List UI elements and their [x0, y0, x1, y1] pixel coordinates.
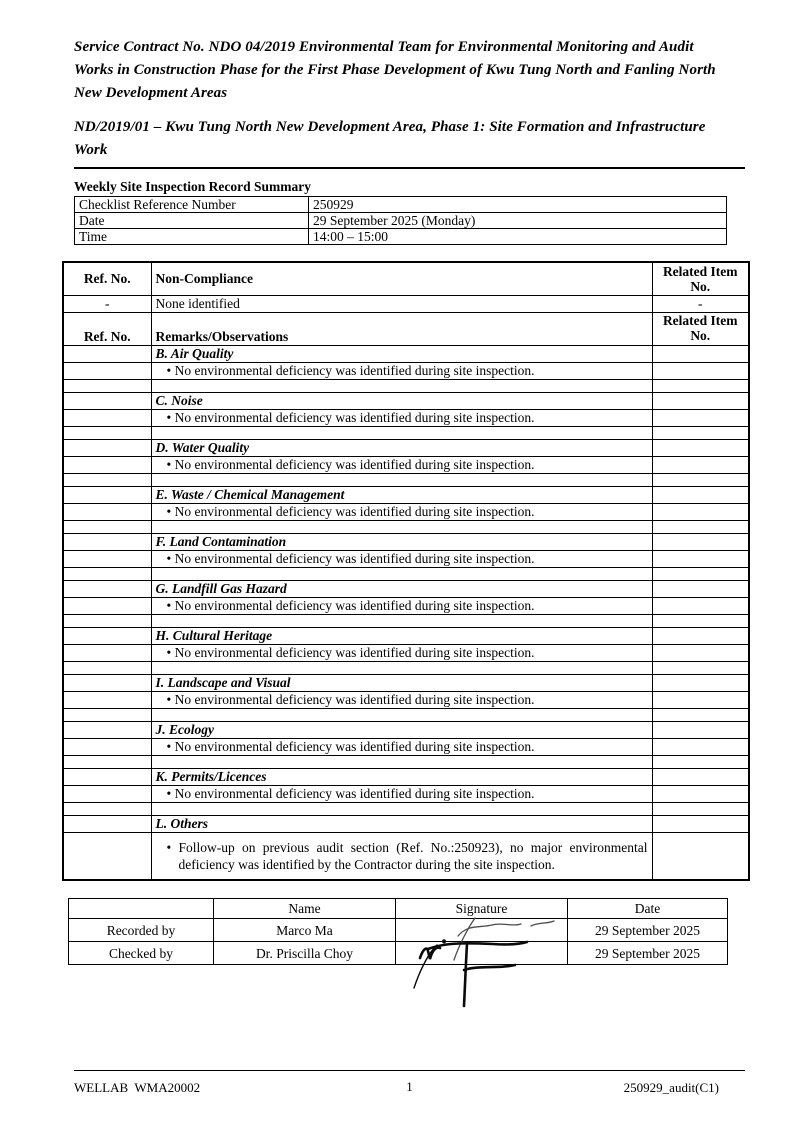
- observation-row: [63, 550, 749, 567]
- section-title: E. Waste / Chemical Management: [151, 486, 652, 503]
- section-title-row: [63, 345, 749, 362]
- spacer-row: [63, 520, 749, 533]
- ref-no-cell: [63, 597, 151, 614]
- section-title: D. Water Quality: [151, 439, 652, 456]
- observation-text: • No environmental deficiency was identified during site inspection.: [156, 551, 648, 567]
- ref-no-cell: [63, 473, 151, 486]
- summary-row: [75, 213, 727, 229]
- section-title: L. Others: [151, 815, 652, 832]
- ref-no-header: Ref. No.: [63, 262, 151, 295]
- section-title-row: [63, 768, 749, 785]
- date-cell: 29 September 2025: [568, 919, 728, 942]
- spacer-row: [63, 614, 749, 627]
- signoff-section: [68, 898, 727, 965]
- ref-no-cell: [63, 755, 151, 768]
- observation-row: [63, 409, 749, 426]
- observation-cell: [151, 550, 652, 567]
- observation-row: [63, 738, 749, 755]
- related-item-cell: [652, 755, 749, 768]
- observation-text: • No environmental deficiency was identified during site inspection.: [156, 363, 648, 379]
- related-item-cell: [652, 439, 749, 456]
- header-rule: [74, 167, 745, 169]
- ref-no-cell: [63, 708, 151, 721]
- spacer-cell: [151, 802, 652, 815]
- ref-no-cell: [63, 768, 151, 785]
- observation-row: [63, 597, 749, 614]
- summary-value: 29 September 2025 (Monday): [309, 213, 727, 229]
- related-item-cell: [652, 533, 749, 550]
- footer-page-number: 1: [406, 1079, 413, 1094]
- related-item-cell: [652, 721, 749, 738]
- related-item-cell: [652, 550, 749, 567]
- related-item-cell: [652, 802, 749, 815]
- ref-no-cell: [63, 738, 151, 755]
- non-compliance-header: Non-Compliance: [151, 262, 652, 295]
- spacer-cell: [151, 614, 652, 627]
- observation-row: [63, 362, 749, 379]
- observation-text: • No environmental deficiency was identified during site inspection.: [156, 786, 648, 802]
- page-footer: [74, 1070, 745, 1096]
- section-title: B. Air Quality: [151, 345, 652, 362]
- related-item-cell: [652, 691, 749, 708]
- spacer-cell: [151, 567, 652, 580]
- date-header: Date: [568, 899, 728, 919]
- spacer-cell: [151, 473, 652, 486]
- section-title-row: [63, 439, 749, 456]
- summary-label: Date: [75, 213, 309, 229]
- ref-no-cell: [63, 661, 151, 674]
- footer-rule: [74, 1070, 745, 1071]
- spacer-row: [63, 755, 749, 768]
- related-item-cell: [652, 674, 749, 691]
- observation-text: • No environmental deficiency was identified during site inspection.: [156, 457, 648, 473]
- spacer-row: [63, 708, 749, 721]
- spacer-row: [63, 567, 749, 580]
- ref-no-header: Ref. No.: [63, 312, 151, 345]
- signoff-header-row: [69, 899, 728, 919]
- ref-no-cell: [63, 426, 151, 439]
- ref-no-cell: [63, 674, 151, 691]
- related-item-cell: [652, 567, 749, 580]
- related-item-cell: [652, 473, 749, 486]
- footer-file-reference: 250929_audit(C1): [623, 1080, 719, 1095]
- signature-cell: [396, 919, 568, 942]
- date-cell: 29 September 2025: [568, 942, 728, 965]
- summary-value: 250929: [309, 197, 727, 213]
- observation-cell: [151, 409, 652, 426]
- related-item-cell: [652, 627, 749, 644]
- section-title: C. Noise: [151, 392, 652, 409]
- related-item-cell: [652, 503, 749, 520]
- role-header: [69, 899, 214, 919]
- related-item-cell: [652, 379, 749, 392]
- observation-row: [63, 644, 749, 661]
- section-title: I. Landscape and Visual: [151, 674, 652, 691]
- ref-no-cell: [63, 815, 151, 832]
- related-item-cell: [652, 597, 749, 614]
- section-title-row: [63, 721, 749, 738]
- related-item-cell: [652, 815, 749, 832]
- section-title-row: [63, 815, 749, 832]
- related-item-cell: [652, 580, 749, 597]
- related-item-cell: [652, 392, 749, 409]
- section-title-row: [63, 674, 749, 691]
- ref-no-cell: [63, 627, 151, 644]
- signature-header: Signature: [396, 899, 568, 919]
- related-item-cell: [652, 614, 749, 627]
- ref-no-cell: [63, 785, 151, 802]
- observation-cell: [151, 503, 652, 520]
- spacer-row: [63, 473, 749, 486]
- role-cell: Recorded by: [69, 919, 214, 942]
- ref-no-cell: [63, 691, 151, 708]
- section-title-row: [63, 580, 749, 597]
- related-item-cell: [652, 768, 749, 785]
- remarks-header-row: [63, 312, 749, 345]
- ref-no-cell: [63, 567, 151, 580]
- related-item-cell: [652, 832, 749, 880]
- observation-text: • No environmental deficiency was identified during site inspection.: [156, 739, 648, 755]
- spacer-cell: [151, 520, 652, 533]
- project-title: ND/2019/01 – Kwu Tung North New Development Area, Phase 1: Site Formation and Infrastructure Work: [74, 119, 706, 158]
- observation-row: [63, 503, 749, 520]
- name-cell: Dr. Priscilla Choy: [214, 942, 396, 965]
- section-title-row: [63, 533, 749, 550]
- section-title: J. Ecology: [151, 721, 652, 738]
- observation-text: • No environmental deficiency was identified during site inspection.: [156, 645, 648, 661]
- spacer-row: [63, 661, 749, 674]
- ref-no-cell: [63, 644, 151, 661]
- observation-cell: [151, 785, 652, 802]
- ref-no-cell: [63, 392, 151, 409]
- non-compliance-row: [63, 295, 749, 312]
- summary-row: [75, 197, 727, 213]
- summary-title: Weekly Site Inspection Record Summary: [74, 179, 311, 194]
- related-item-cell: [652, 738, 749, 755]
- non-compliance-cell: None identified: [151, 295, 652, 312]
- ref-no-cell: [63, 550, 151, 567]
- summary-label: Time: [75, 229, 309, 245]
- spacer-cell: [151, 755, 652, 768]
- contract-title: Service Contract No. NDO 04/2019 Environmental Team for Environmental Monitoring and Audit Works in Construction Phase for the First Phase Development of Kwu Tung North and Fanling North New Development Areas: [74, 39, 716, 101]
- ref-no-cell: [63, 802, 151, 815]
- section-title: K. Permits/Licences: [151, 768, 652, 785]
- related-item-cell: [652, 661, 749, 674]
- section-title: G. Landfill Gas Hazard: [151, 580, 652, 597]
- related-item-cell: [652, 486, 749, 503]
- observation-cell: [151, 738, 652, 755]
- spacer-cell: [151, 661, 652, 674]
- ref-no-cell: [63, 503, 151, 520]
- signoff-row: [69, 919, 728, 942]
- observation-text: • No environmental deficiency was identified during site inspection.: [156, 410, 648, 426]
- spacer-row: [63, 426, 749, 439]
- ref-no-cell: [63, 721, 151, 738]
- related-item-cell: [652, 345, 749, 362]
- ref-no-cell: [63, 520, 151, 533]
- related-item-cell: [652, 520, 749, 533]
- ref-no-cell: [63, 439, 151, 456]
- name-header: Name: [214, 899, 396, 919]
- observation-text: • Follow-up on previous audit section (Ref. No.:250923), no major environmental deficiency was identified by the Contractor during the site inspection.: [156, 839, 648, 873]
- observation-cell: [151, 456, 652, 473]
- observation-row: [63, 785, 749, 802]
- inspection-table: [62, 261, 750, 881]
- spacer-row: [63, 379, 749, 392]
- section-title: H. Cultural Heritage: [151, 627, 652, 644]
- related-item-cell: [652, 426, 749, 439]
- observation-cell: [151, 644, 652, 661]
- ref-no-cell: [63, 580, 151, 597]
- section-title-row: [63, 627, 749, 644]
- ref-no-cell: [63, 486, 151, 503]
- observation-cell: [151, 597, 652, 614]
- ref-no-cell: [63, 614, 151, 627]
- section-title-row: [63, 392, 749, 409]
- name-cell: Marco Ma: [214, 919, 396, 942]
- spacer-row: [63, 802, 749, 815]
- related-item-cell: [652, 785, 749, 802]
- spacer-cell: [151, 379, 652, 392]
- summary-row: [75, 229, 727, 245]
- related-item-cell: [652, 644, 749, 661]
- ref-no-cell: [63, 832, 151, 880]
- page-content: [62, 36, 752, 965]
- related-item-cell: [652, 708, 749, 721]
- footer-doc-code: WELLAB WMA20002: [74, 1080, 201, 1095]
- ref-no-cell: -: [63, 295, 151, 312]
- observation-cell: [151, 362, 652, 379]
- related-item-header: Related Item No.: [652, 262, 749, 295]
- related-item-cell: -: [652, 295, 749, 312]
- ref-no-cell: [63, 409, 151, 426]
- observation-text: • No environmental deficiency was identified during site inspection.: [156, 504, 648, 520]
- ref-no-cell: [63, 533, 151, 550]
- observation-text: • No environmental deficiency was identified during site inspection.: [156, 692, 648, 708]
- spacer-cell: [151, 708, 652, 721]
- observation-row: [63, 832, 749, 880]
- summary-value: 14:00 – 15:00: [309, 229, 727, 245]
- signoff-table: [68, 898, 728, 965]
- observation-text: • No environmental deficiency was identified during site inspection.: [156, 598, 648, 614]
- observation-row: [63, 456, 749, 473]
- role-cell: Checked by: [69, 942, 214, 965]
- related-item-header: Related Item No.: [652, 312, 749, 345]
- summary-label: Checklist Reference Number: [75, 197, 309, 213]
- observation-row: [63, 691, 749, 708]
- summary-table: [74, 196, 727, 245]
- section-title-row: [63, 486, 749, 503]
- related-item-cell: [652, 362, 749, 379]
- signature-cell: [396, 942, 568, 965]
- ref-no-cell: [63, 456, 151, 473]
- remarks-header: Remarks/Observations: [151, 312, 652, 345]
- related-item-cell: [652, 409, 749, 426]
- non-compliance-header-row: [63, 262, 749, 295]
- observation-cell: [151, 691, 652, 708]
- signoff-row: [69, 942, 728, 965]
- section-title: F. Land Contamination: [151, 533, 652, 550]
- ref-no-cell: [63, 379, 151, 392]
- ref-no-cell: [63, 345, 151, 362]
- spacer-cell: [151, 426, 652, 439]
- related-item-cell: [652, 456, 749, 473]
- ref-no-cell: [63, 362, 151, 379]
- observation-cell: [151, 832, 652, 880]
